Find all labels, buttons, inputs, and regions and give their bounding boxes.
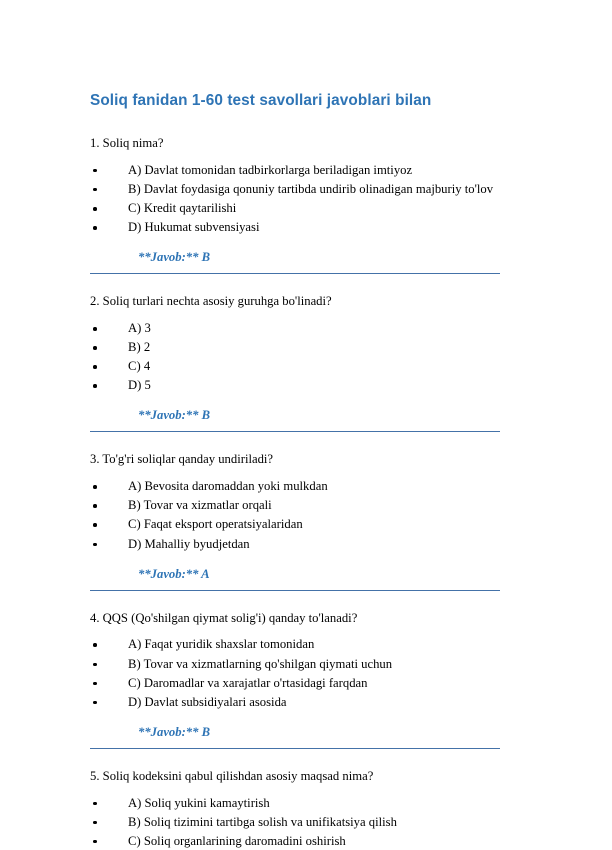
answer-block [90, 406, 500, 432]
option-list [90, 636, 540, 710]
list-item: D) Hukumat subvensiyasi [90, 219, 540, 236]
list-item: B) Soliq tizimini tartibga solish va unifikatsiya qilish [90, 814, 540, 831]
answer-text: **Javob:** B [138, 250, 211, 265]
question-text: 5. Soliq kodeksini qabul qilishdan asosiy maqsad nima? [90, 768, 374, 783]
option-list [90, 162, 540, 236]
list-item: B) 2 [90, 339, 540, 356]
list-item: C) Soliq organlarining daromadini oshirish [90, 833, 540, 850]
list-item: B) Tovar va xizmatlarning qo'shilgan qiymati uchun [90, 656, 540, 673]
option-list [90, 320, 540, 394]
list-item: A) Bevosita daromaddan yoki mulkdan [90, 478, 540, 495]
list-item: C) 4 [90, 358, 540, 375]
list-item: C) Kredit qaytarilishi [90, 200, 540, 217]
answer-text: **Javob:** B [138, 724, 211, 739]
question-text: 4. QQS (Qo'shilgan qiymat solig'i) qanday to'lanadi? [90, 610, 358, 625]
list-item: A) Davlat tomonidan tadbirkorlarga beriladigan imtiyoz [90, 162, 540, 179]
list-item: D) Davlat subsidiyalari asosida [90, 694, 540, 711]
list-item: B) Tovar va xizmatlar orqali [90, 497, 540, 514]
list-item: C) Faqat eksport operatsiyalaridan [90, 516, 540, 533]
question-text: 2. Soliq turlari nechta asosiy guruhga bo'linadi? [90, 294, 332, 309]
answer-text: **Javob:** B [138, 408, 211, 423]
page-title: Soliq fanidan 1-60 test savollari javoblari bilan [90, 92, 432, 109]
question-block [90, 136, 540, 274]
question-block [90, 294, 540, 432]
list-item: D) Mahalliy byudjetdan [90, 536, 540, 553]
answer-block [90, 723, 500, 749]
question-block [90, 452, 540, 590]
list-item: A) 3 [90, 320, 540, 337]
option-list [90, 478, 540, 552]
question-text: 1. Soliq nima? [90, 136, 164, 150]
list-item: A) Faqat yuridik shaxslar tomonidan [90, 636, 540, 653]
list-item: A) Soliq yukini kamaytirish [90, 795, 540, 812]
list-item: C) Daromadlar va xarajatlar o'rtasidagi farqdan [90, 675, 540, 692]
option-list [90, 795, 540, 850]
list-item: D) 5 [90, 377, 540, 394]
answer-block [90, 565, 500, 591]
answer-block [90, 248, 500, 274]
question-text: 3. To'g'ri soliqlar qanday undiriladi? [90, 452, 274, 467]
answer-text: **Javob:** A [138, 566, 210, 581]
question-block [90, 769, 540, 850]
list-item: B) Davlat foydasiga qonuniy tartibda undirib olinadigan majburiy to'lov [90, 181, 540, 198]
question-block [90, 611, 540, 749]
